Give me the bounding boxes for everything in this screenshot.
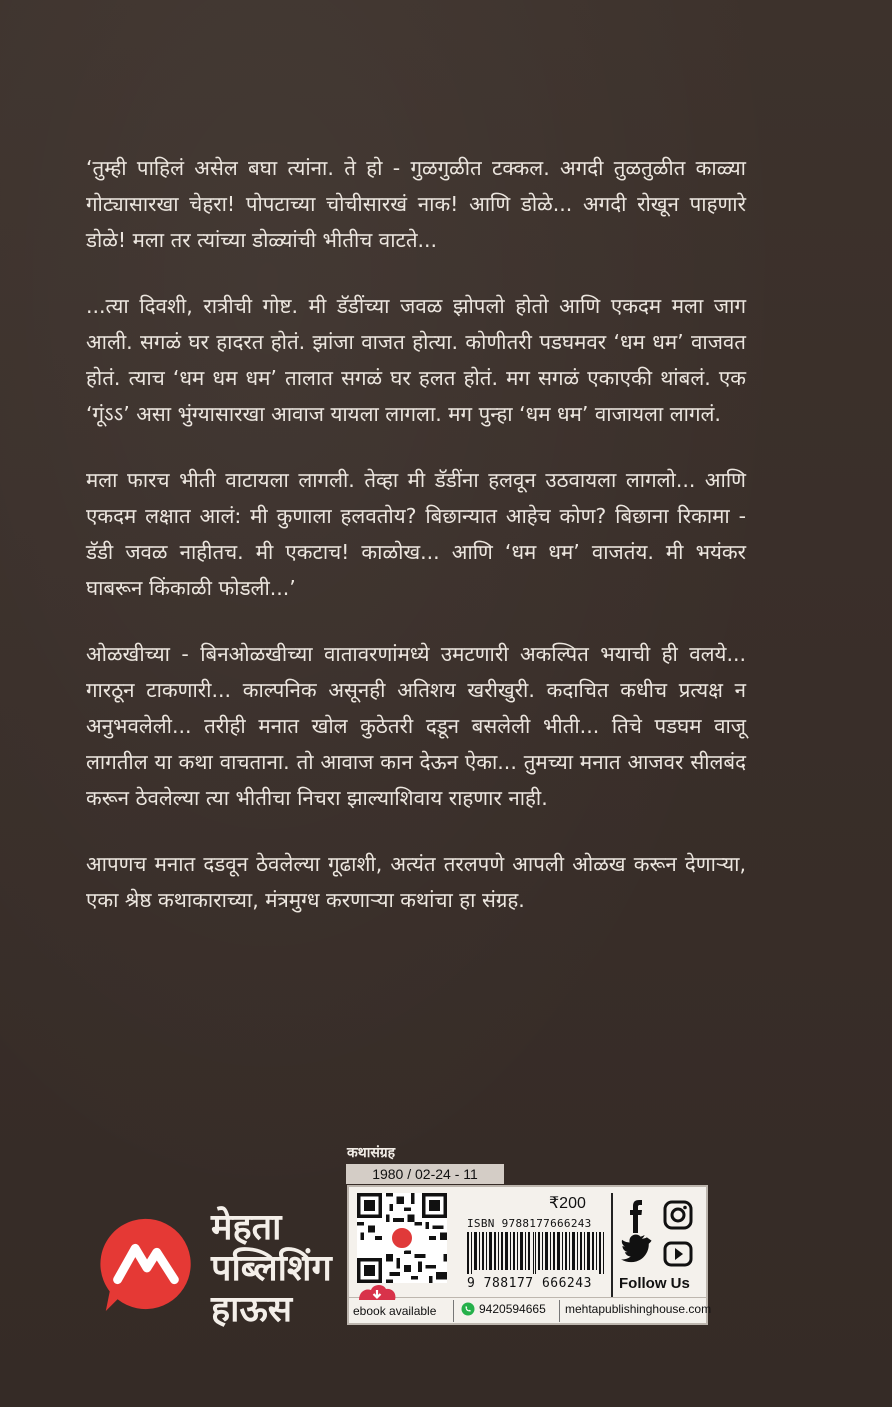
twitter-icon[interactable]: [621, 1235, 651, 1263]
publisher-name-line-1: मेहता: [211, 1207, 282, 1248]
catalog-code: 1980 / 02-24 - 11: [346, 1164, 504, 1184]
isbn-label: ISBN 9788177666243: [467, 1217, 592, 1230]
blurb-text: [86, 150, 746, 948]
publisher-name: [211, 1207, 332, 1330]
blurb-paragraph-5: आपणच मनात दडवून ठेवलेल्या गूढाशी, अत्यंत तरलपणे आपली ओळख करून देणाऱ्या, एका श्रेष्ठ कथाकाराच्या, मंत्रमुग्ध करणाऱ्या कथांचा हा संग्रह.: [86, 852, 746, 912]
youtube-icon[interactable]: [665, 1243, 691, 1265]
facebook-icon[interactable]: [630, 1200, 642, 1233]
contact-separator: [453, 1300, 454, 1322]
blurb-paragraph-2: ...त्या दिवशी, रात्रीची गोष्ट. मी डॅडींच्या जवळ झोपलो होतो आणि एकदम मला जाग आली. सगळं घर हादरत होतं. झांजा वाजत होत्या. कोणीतरी पडघमवर ‘धम धम’ वाजवत होतं. त्याच ‘धम धम धम’ तालात सगळं घर हलत होतं. मग सगळं एकाएकी थांबलं. एक ‘गूंऽऽ’ असा भुंग्यासारखा आवाज यायला लागला. मग पुन्हा ‘धम धम’ वाजायला लागलं.: [86, 294, 746, 426]
website-link[interactable]: mehtapublishinghouse.com: [565, 1302, 712, 1316]
genre-label: कथासंग्रह: [347, 1145, 396, 1161]
qr-center-logo-icon: [389, 1225, 415, 1251]
contact-separator: [559, 1300, 560, 1322]
blurb-paragraph-3: मला फारच भीती वाटायला लागली. तेव्हा मी डॅडींना हलवून उठवायला लागलो... आणि एकदम लक्षात आलं: मी कुणाला हलवतोय? बिछान्यात आहेच कोण? बिछाना रिकामा - डॅडी जवळ नाहीतच. मी एकटाच! काळोख... आणि ‘धम धम’ वाजतंय. मी भयंकर घाबरून किंकाळी फोडली...’: [86, 468, 746, 600]
contact-row: [349, 1297, 712, 1324]
info-panel: [347, 1185, 712, 1325]
publisher-name-line-3: हाऊस: [211, 1289, 293, 1330]
social-icons: [621, 1197, 701, 1277]
ebook-available-label: ebook available: [353, 1304, 437, 1318]
instagram-icon[interactable]: [665, 1202, 691, 1228]
ebook-icon: [355, 1280, 399, 1302]
isbn-number: 9 788177 666243: [467, 1276, 592, 1291]
follow-us-label: Follow Us: [619, 1275, 690, 1292]
publisher-name-line-2: पब्लिशिंग: [211, 1248, 332, 1289]
blurb-paragraph-4: ओळखीच्या - बिनओळखीच्या वातावरणांमध्ये उमटणारी अकल्पित भयाची ही वलये... गारठून टाकणारी... काल्पनिक असूनही अतिशय खरीखुरी. कदाचित कधीच प्रत्यक्ष न अनुभवलेली... तरीही मनात खोल कुठेतरी दडून बसलेली भीती... तिचे पडघम वाजू लागतील या कथा वाचताना. तो आवाज कान देऊन ऐका... तुमच्या मनात आजवर सीलबंद करून ठेवलेल्या त्या भीतीचा निचरा झाल्याशिवाय राहणार नाही.: [86, 642, 746, 810]
barcode: [467, 1232, 605, 1274]
blurb-paragraph-1: ‘तुम्ही पाहिलं असेल बघा त्यांना. ते हो - गुळगुळीत टक्कल. अगदी तुळतुळीत काळ्या गोट्यासारखा चेहरा! पोपटाच्या चोचीसारखं नाक! आणि डोळे... अगदी रोखून पाहणारे डोळे! मला तर त्यांच्या डोळ्यांची भीतीच वाटते...: [86, 156, 746, 252]
panel-divider: [611, 1193, 613, 1297]
publisher-logo-icon: [96, 1215, 194, 1313]
phone-number[interactable]: 9420594665: [479, 1302, 546, 1316]
price: ₹200: [549, 1195, 586, 1212]
whatsapp-icon: [461, 1302, 475, 1316]
